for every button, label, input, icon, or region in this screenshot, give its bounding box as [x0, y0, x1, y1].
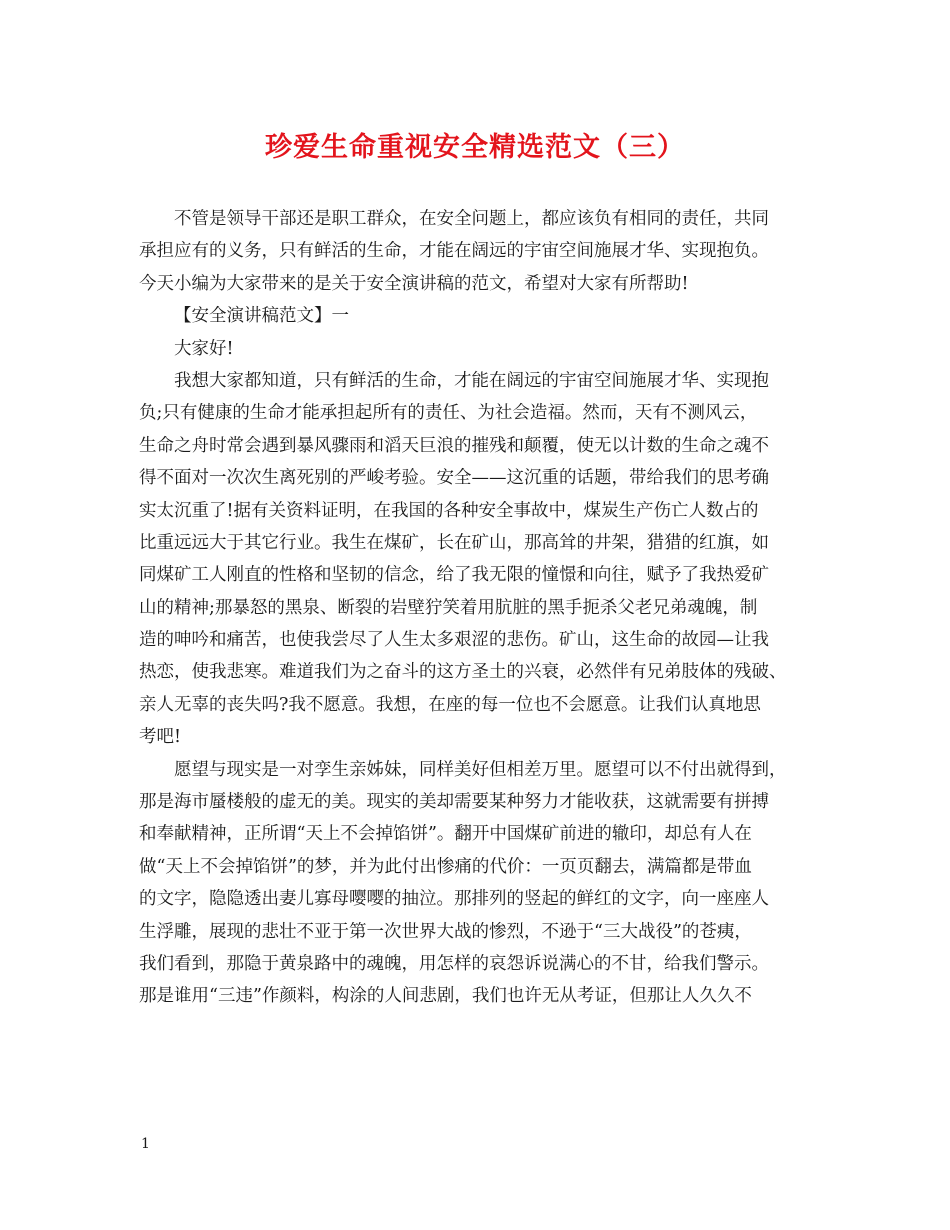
document-body: [139, 203, 829, 1013]
body-line: 和奉献精神，正所谓“天上不会掉馅饼”。翻开中国煤矿前进的辙印，却总有人在: [139, 824, 752, 845]
body-line: 【安全演讲稿范文】一: [174, 306, 349, 327]
body-line: 我想大家都知道，只有鲜活的生命，才能在阔远的宇宙空间施展才华、实现抱: [174, 370, 769, 391]
body-line: 那是谁用“三违”作颜料，构涂的人间悲剧，我们也许无从考证，但那让人久久不: [139, 986, 752, 1007]
document-title: 珍爱生命重视安全精选范文（三）: [265, 132, 685, 163]
body-line: 亲人无辜的丧失吗?我不愿意。我想，在座的每一位也不会愿意。让我们认真地思: [139, 694, 761, 715]
body-line: 今天小编为大家带来的是关于安全演讲稿的范文，希望对大家有所帮助!: [139, 273, 689, 294]
body-line: 做“天上不会掉馅饼”的梦，并为此付出惨痛的代价：一页页翻去，满篇都是带血: [139, 856, 752, 877]
body-line: 山的精神;那暴怒的黑泉、断裂的岩壁狞笑着用肮脏的黑手扼杀父老兄弟魂魄，制: [139, 597, 758, 618]
body-line: 大家好!: [174, 338, 234, 359]
body-line: 的文字，隐隐透出妻儿寡母嘤嘤的抽泣。那排列的竖起的鲜红的文字，向一座座人: [139, 889, 769, 910]
body-line: 热恋，使我悲寒。难道我们为之奋斗的这方圣土的兴衰，必然伴有兄弟肢体的残破、: [139, 662, 787, 683]
body-line: 得不面对一次次生离死别的严峻考验。安全——这沉重的话题，带给我们的思考确: [139, 468, 769, 489]
body-line: 考吧!: [139, 727, 182, 748]
page-number: 1: [141, 1136, 150, 1152]
body-line: 造的呻吟和痛苦，也使我尝尽了人生太多艰涩的悲伤。矿山，这生命的故园—让我: [139, 630, 769, 651]
body-line: 负;只有健康的生命才能承担起所有的责任、为社会造福。然而，天有不测风云，: [139, 403, 758, 424]
body-line: 愿望与现实是一对孪生亲姊妹，同样美好但相差万里。愿望可以不付出就得到，: [174, 759, 787, 780]
body-line: 比重远远大于其它行业。我生在煤矿，长在矿山，那高耸的井架，猎猎的红旗，如: [139, 532, 769, 553]
body-line: 生命之舟时常会遇到暴风骤雨和滔天巨浪的摧残和颠覆，使无以计数的生命之魂不: [139, 435, 769, 456]
body-line: 我们看到，那隐于黄泉路中的魂魄，用怎样的哀怨诉说满心的不甘，给我们警示。: [139, 953, 769, 974]
body-line: 同煤矿工人刚直的性格和坚韧的信念，给了我无限的憧憬和向往，赋予了我热爱矿: [139, 565, 769, 586]
body-line: 那是海市蜃楼般的虚无的美。现实的美却需要某种努力才能收获，这就需要有拼搏: [139, 792, 769, 813]
body-line: 实太沉重了!据有关资料证明，在我国的各种安全事故中，煤炭生产伤亡人数占的: [139, 500, 759, 521]
body-line: 生浮雕，展现的悲壮不亚于第一次世界大战的惨烈，不逊于“三大战役”的苍痍，: [139, 921, 752, 942]
body-line: 承担应有的义务，只有鲜活的生命，才能在阔远的宇宙空间施展才华、实现抱负。: [139, 241, 769, 262]
body-line: 不管是领导干部还是职工群众，在安全问题上，都应该负有相同的责任，共同: [174, 209, 769, 229]
